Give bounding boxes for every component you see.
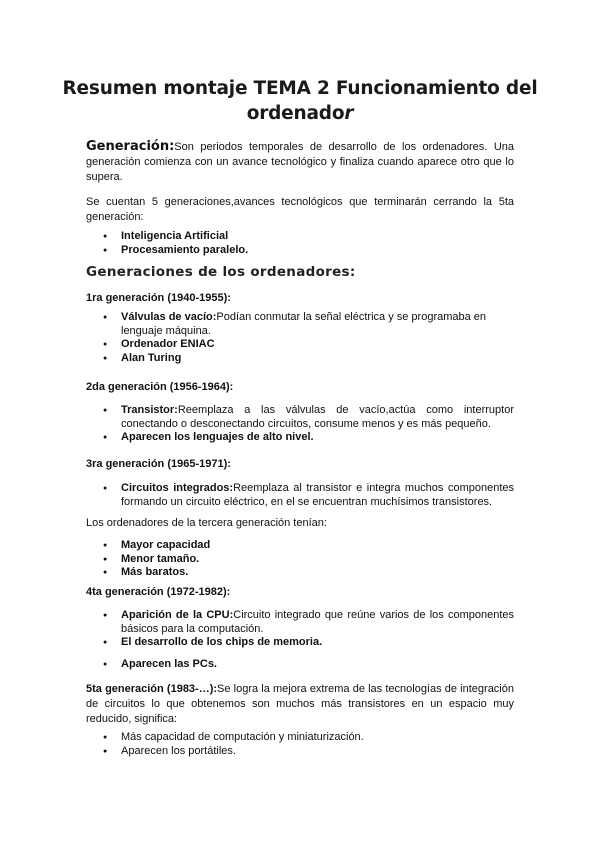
list-item-text: Podían conmutar la señal eléctrica y se programaba en lenguaje máquina.	[121, 311, 487, 337]
gen1-heading: 1ra generación (1940-1955):	[86, 292, 231, 304]
gen5-list	[86, 731, 514, 758]
list-item	[86, 404, 514, 431]
list-item: ● Ordenador ENIAC	[86, 338, 514, 352]
list-item: ● Mayor capacidad	[86, 539, 514, 553]
gen4-list	[86, 609, 514, 671]
list-item	[86, 482, 514, 509]
intro-paragraph	[86, 139, 514, 185]
gen3-paragraph: Los ordenadores de la tercera generación tenían:	[86, 517, 327, 529]
list-item	[86, 609, 514, 636]
list-item-bold: Transistor:	[121, 404, 178, 416]
list-item	[86, 311, 514, 338]
list-item-text: Reemplaza a las válvulas de vacío,actúa como interruptor conectando o desconectando circuitos, consume menos y es más pequeño.	[121, 404, 514, 430]
list-item-text: Reemplaza al transistor e integra muchos componentes formando un circuito eléctrico, en el se encuentran muchísimos transistores.	[121, 482, 514, 508]
gen2-list	[86, 404, 514, 445]
section-heading: Generaciones de los ordenadores:	[86, 264, 356, 280]
generation-label: Generación:	[86, 139, 175, 154]
title-italic-end: r	[344, 103, 354, 124]
list-item: ● Más baratos.	[86, 566, 514, 580]
list-item-text: Circuito integrado que reúne varios de los componentes básicos para la computación.	[121, 609, 515, 635]
page-title	[60, 76, 540, 126]
list-item: ● Aparecen los lenguajes de alto nivel.	[86, 431, 514, 445]
gen2-heading: 2da generación (1956-1964):	[86, 381, 234, 393]
future-tech-list	[86, 230, 514, 257]
gen5-text: Se logra la mejora extrema de las tecnologías de integración de circuitos lo que obtenemos son muchos más transistores en un espacio muy reducido, significa:	[86, 683, 514, 725]
list-item: ● Menor tamaño.	[86, 553, 514, 567]
intro-text: Son periodos temporales de desarrollo de los ordenadores. Una generación comienza con un avance tecnológico y finaliza cuando aparece otro que lo supera.	[86, 141, 514, 183]
gen4-heading: 4ta generación (1972-1982):	[86, 586, 231, 598]
gen5-paragraph	[86, 682, 514, 727]
list-item: ● Alan Turing	[86, 352, 514, 366]
list-item: ● Procesamiento paralelo.	[86, 244, 514, 258]
list-item: ● Más capacidad de computación y miniaturización.	[86, 731, 514, 745]
gen1-list	[86, 311, 514, 365]
gen5-heading: 5ta generación (1983-…):	[86, 683, 218, 695]
list-item-bold: Circuitos integrados:	[121, 482, 234, 494]
intro-paragraph-2: Se cuentan 5 generaciones,avances tecnológicos que terminarán cerrando la 5ta generación:	[86, 196, 514, 223]
list-item: ● Aparecen los portátiles.	[86, 745, 514, 759]
gen3-list	[86, 482, 514, 509]
gen3-features-list	[86, 539, 514, 580]
list-item: ● El desarrollo de los chips de memoria.	[86, 636, 514, 650]
list-item: ● Aparecen las PCs.	[86, 658, 514, 672]
title-text: Resumen montaje TEMA 2 Funcionamiento del ordenado	[62, 78, 538, 124]
gen3-heading: 3ra generación (1965-1971):	[86, 458, 231, 470]
list-item: ● Inteligencia Artificial	[86, 230, 514, 244]
list-item-bold: Válvulas de vacío:	[121, 311, 217, 323]
list-item-bold: Aparición de la CPU:	[121, 609, 234, 621]
